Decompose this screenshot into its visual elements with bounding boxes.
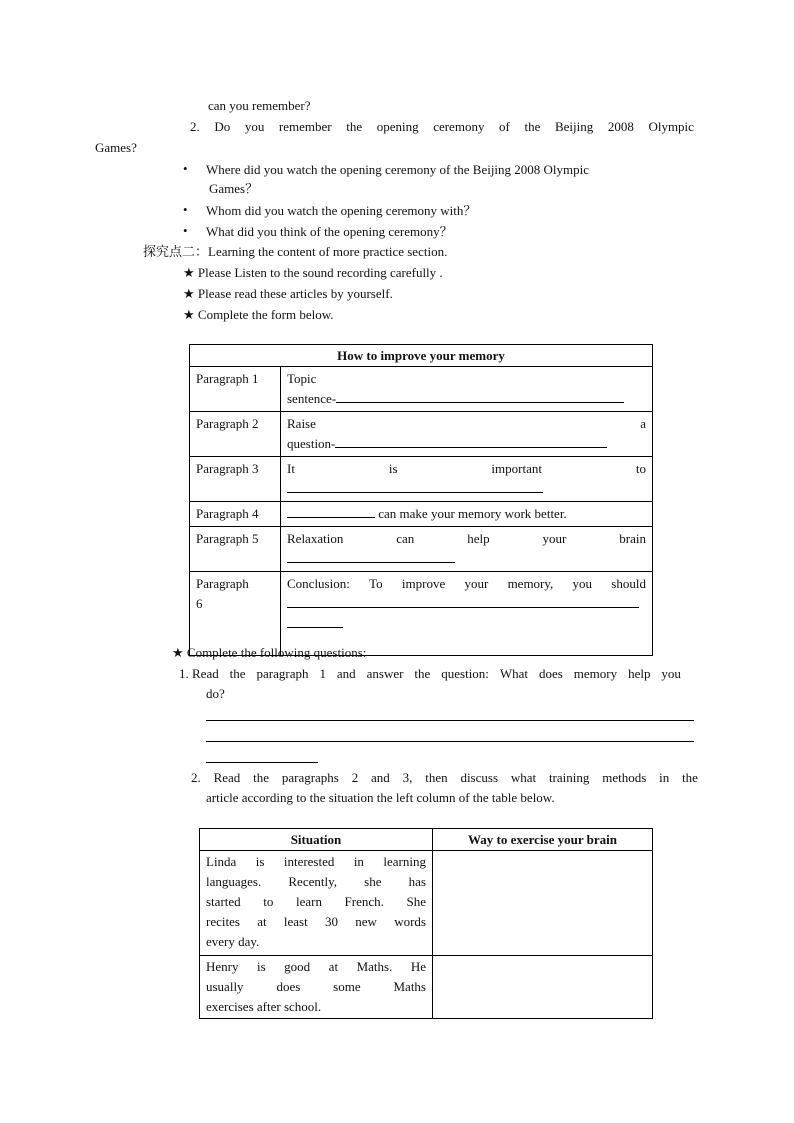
memory-table [189, 344, 653, 656]
task-3: ★ Complete the form below. [183, 307, 334, 322]
row-label: Paragraph 4 [190, 502, 281, 527]
answer-line[interactable] [206, 762, 318, 763]
answer-blank[interactable] [287, 594, 639, 608]
question-1-continuation: do? [206, 686, 225, 701]
intro-line-1: can you remember? [208, 98, 311, 113]
answer-line[interactable] [206, 720, 694, 721]
answer-blank[interactable] [287, 549, 455, 563]
question-2-continuation: Games? [95, 140, 137, 155]
question-2b-continuation: article according to the situation the left column of the table below. [206, 790, 555, 805]
table-title: How to improve your memory [190, 345, 653, 367]
bullet-dot-icon: • [183, 161, 188, 176]
answer-line[interactable] [206, 741, 694, 742]
bullet-2: Whom did you watch the opening ceremony with？ [206, 203, 477, 218]
table-row [200, 851, 653, 956]
question-2b-line: 2. Read the paragraphs 2 and 3, then discuss what training methods in the [191, 770, 698, 785]
row-label: Paragraph 3 [190, 457, 281, 502]
situation-cell: Henry is good at Maths. He usually does some Maths exercises after school. [200, 956, 433, 1019]
answer-blank[interactable] [335, 434, 607, 448]
row-label: Paragraph 2 [190, 412, 281, 457]
column-header: Situation [200, 829, 433, 851]
task-1: ★ Please Listen to the sound recording carefully . [183, 265, 443, 280]
bullet-1-line-1: Where did you watch the opening ceremony of the Beijing 2008 Olympic [206, 162, 590, 177]
answer-blank[interactable] [287, 479, 543, 493]
table-row: Paragraph 1 Topic sentence- [190, 367, 653, 412]
situation-table [199, 828, 653, 1019]
answer-blank[interactable] [287, 504, 375, 518]
task-2: ★ Please read these articles by yourself. [183, 286, 393, 301]
answer-blank[interactable] [287, 614, 343, 628]
row-label: Paragraph 1 [190, 367, 281, 412]
bullet-3: What did you think of the opening ceremony？ [206, 224, 453, 239]
bullet-1-line-2: Games？ [209, 181, 259, 196]
bullet-dot-icon: • [183, 223, 188, 238]
table-row [200, 956, 653, 1019]
row-label: Paragraph 6 [190, 572, 281, 656]
questions-intro: ★ Complete the following questions: [172, 645, 367, 660]
question-2-line: 2. Do you remember the opening ceremony of the Beijing 2008 Olympic [190, 119, 694, 134]
table-row: Paragraph 2 Raise a question- [190, 412, 653, 457]
bullet-dot-icon: • [183, 202, 188, 217]
table-row: Paragraph 6 Conclusion: To improve your memory, you should [190, 572, 653, 656]
table-row: Paragraph 4 can make your memory work better. [190, 502, 653, 527]
answer-cell[interactable] [433, 851, 653, 956]
answer-blank[interactable] [336, 389, 624, 403]
table-row: Paragraph 3 It is important to [190, 457, 653, 502]
table-row: Paragraph 5 Relaxation can help your brain [190, 527, 653, 572]
column-header: Way to exercise your brain [433, 829, 653, 851]
row-label: Paragraph 5 [190, 527, 281, 572]
situation-cell: Linda is interested in learning languages. Recently, she has started to learn French. She recites at least 30 new words every day. [200, 851, 433, 956]
section-heading: 探究点二：Learning the content of more practice section. [143, 244, 448, 259]
answer-cell[interactable] [433, 956, 653, 1019]
question-1-line: 1. Read the paragraph 1 and answer the question: What does memory help you [179, 666, 681, 681]
